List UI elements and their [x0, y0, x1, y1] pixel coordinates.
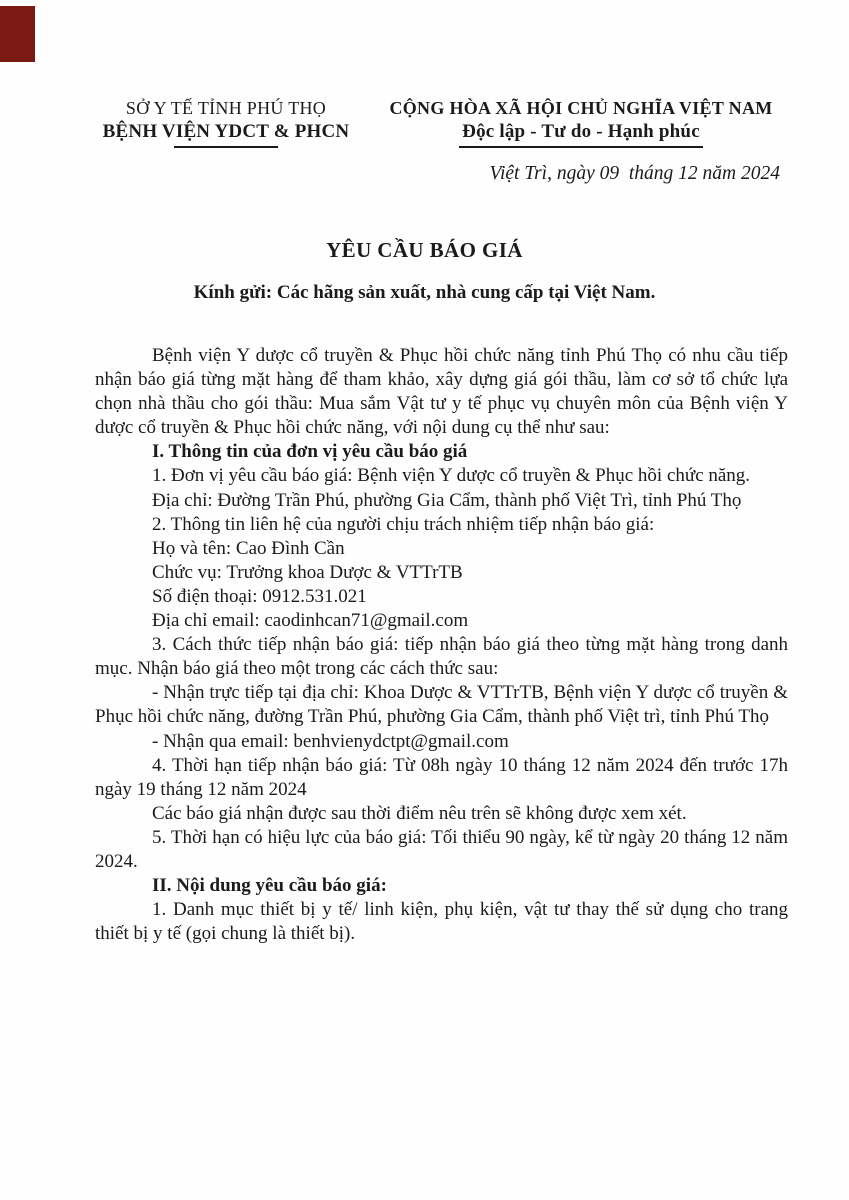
- body-paragraph: Số điện thoại: 0912.531.021: [152, 585, 367, 607]
- org-name: BỆNH VIỆN YDCT & PHCN: [102, 121, 350, 142]
- scan-corner-artifact: [0, 6, 35, 62]
- body-paragraph: 1. Danh mục thiết bị y tế/ linh kiện, phụ kiện, vật tư thay thế sử dụng cho trang thiết bị y tế (gọi chung là thiết bị).: [95, 899, 788, 945]
- body-paragraph: Họ và tên: Cao Đình Cần: [152, 537, 345, 559]
- body-paragraph: Các báo giá nhận được sau thời điểm nêu trên sẽ không được xem xét.: [152, 802, 687, 824]
- body-paragraph: - Nhận qua email: benhvienydctpt@gmail.com: [152, 730, 509, 752]
- document-body: [95, 344, 788, 946]
- document-title: YÊU CẦU BÁO GIÁ: [326, 238, 523, 262]
- org-underline: [174, 146, 278, 148]
- national-title: CỘNG HÒA XÃ HỘI CHỦ NGHĨA VIỆT NAM: [389, 98, 773, 118]
- motto-underline: [459, 146, 703, 148]
- body-paragraph: 2. Thông tin liên hệ của người chịu trách nhiệm tiếp nhận báo giá:: [152, 513, 655, 535]
- body-paragraph: - Nhận trực tiếp tại địa chỉ: Khoa Dược & VTTrTB, Bệnh viện Y dược cổ truyền & Phục hồi chức năng, đường Trần Phú, phường Gia Cẩm, thành phố Việt trì, tỉnh Phú Thọ: [95, 682, 788, 728]
- body-paragraph: II. Nội dung yêu cầu báo giá:: [152, 875, 387, 897]
- body-paragraph: Địa chỉ: Đường Trần Phú, phường Gia Cẩm, thành phố Việt Trì, tỉnh Phú Thọ: [152, 489, 742, 511]
- salutation-line: Kính gửi: Các hãng sản xuất, nhà cung cấp tại Việt Nam.: [193, 282, 656, 303]
- body-paragraph: 5. Thời hạn có hiệu lực của báo giá: Tối thiểu 90 ngày, kể từ ngày 20 tháng 12 năm 2024.: [95, 826, 788, 872]
- body-paragraph: I. Thông tin của đơn vị yêu cầu báo giá: [152, 441, 468, 463]
- org-parent-name: SỞ Y TẾ TỈNH PHÚ THỌ: [125, 98, 327, 118]
- national-header-block: [380, 96, 782, 148]
- body-paragraph: Bệnh viện Y dược cổ truyền & Phục hồi chức năng tỉnh Phú Thọ có nhu cầu tiếp nhận báo giá từng mặt hàng để tham khảo, xây dựng giá gói thầu, làm cơ sở tổ chức lựa chọn nhà thầu cho gói thầu: Mua sắm Vật tư y tế phục vụ chuyên môn của Bệnh viện Y dược cổ truyền & Phục hồi chức năng, với nội dung cụ thể như sau:: [95, 345, 788, 439]
- place-dateline: Việt Trì, ngày 09 tháng 12 năm 2024: [489, 163, 780, 184]
- body-paragraph: Địa chỉ email: caodinhcan71@gmail.com: [152, 610, 469, 632]
- body-paragraph: Chức vụ: Trưởng khoa Dược & VTTrTB: [152, 561, 463, 583]
- body-paragraph: 4. Thời hạn tiếp nhận báo giá: Từ 08h ngày 10 tháng 12 năm 2024 đến trước 17h ngày 19 tháng 12 năm 2024: [95, 754, 788, 800]
- issuing-org-block: [92, 96, 360, 148]
- body-paragraph: 1. Đơn vị yêu cầu báo giá: Bệnh viện Y dược cổ truyền & Phục hồi chức năng.: [152, 465, 751, 487]
- body-paragraph: 3. Cách thức tiếp nhận báo giá: tiếp nhận báo giá theo từng mặt hàng trong danh mục. Nhận báo giá theo một trong các cách thức sau:: [95, 634, 788, 680]
- national-motto: Độc lập - Tư do - Hạnh phúc: [462, 121, 700, 142]
